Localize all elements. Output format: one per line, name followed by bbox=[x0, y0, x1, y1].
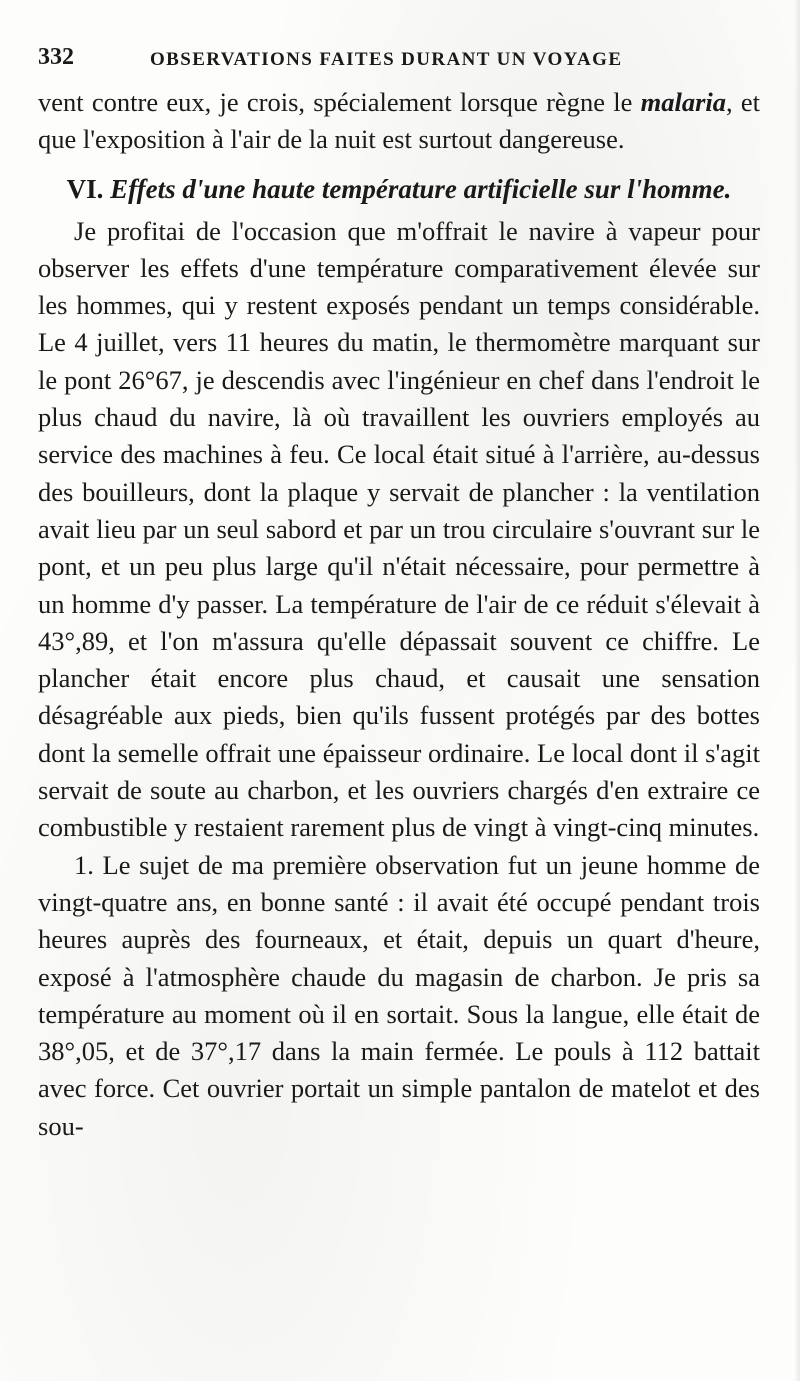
paragraph-steamship-observation: Je profitai de l'occasion que m'offrait le navire à vapeur pour observer les effets d'une température comparativement élevée sur les hommes, qui y restent exposés pendant un temps considérable. Le 4 juillet, vers 11 heures du matin, le thermomètre marquant sur le pont 26°67, je descendis avec l'ingénieur en chef dans l'endroit le plus chaud du navire, là où travaillent les ouvriers employés au service des machines à feu. Ce local était situé à l'arrière, au-dessus des bouilleurs, dont la plaque y servait de plancher : la ventilation avait lieu par un seul sabord et par un trou circulaire s'ouvrant sur le pont, et un peu plus large qu'il n'était nécessaire, pour permettre à un homme d'y passer. La température de l'air de ce réduit s'élevait à 43°,89, et l'on m'assura qu'elle dépassait souvent ce chiffre. Le plancher était encore plus chaud, et causait une sensation désagréable aux pieds, bien qu'ils fussent protégés par des bottes dont la semelle offrait une épaisseur ordinaire. Le local dont il s'agit servait de soute au charbon, et les ouvriers chargés d'en extraire ce combustible y restaient rarement plus de vingt à vingt-cinq minutes. bbox=[38, 215, 760, 843]
opening-text-end: , et que l'exposition à l'air de la nuit est surtout dangereuse. bbox=[38, 87, 761, 155]
section-number: VI. bbox=[66, 173, 104, 204]
paragraph-first-observation: 1. Le sujet de ma première observation fut un jeune homme de vingt-quatre ans, en bonne santé : il avait été occupé pendant trois heures auprès des fourneaux, et était, depuis un quart d'heure, exposé à l'atmosphère chaude du magasin de charbon. Je pris sa température au moment où il en sortait. Sous la langue, elle était de 38°,05, et de 37°,17 dans la main fermée. Le pouls à 112 battait avec force. Cet ouvrier portait un simple pantalon de matelot et des sou- bbox=[38, 849, 760, 1141]
opening-text-start: vent contre eux, je crois, spécialement lorsque règne le bbox=[38, 87, 641, 117]
body-text bbox=[38, 84, 760, 1145]
scan-edge-shadow bbox=[794, 0, 800, 1381]
opening-paragraph bbox=[38, 84, 760, 159]
section-title: Effets d'une haute température artificielle sur l'homme. bbox=[110, 173, 732, 204]
section-heading bbox=[38, 171, 760, 207]
malaria-italic-word: malaria bbox=[640, 87, 726, 117]
running-head: OBSERVATIONS FAITES DURANT UN VOYAGE bbox=[150, 49, 623, 70]
page-number: 332 bbox=[38, 44, 74, 70]
page-header bbox=[38, 44, 758, 78]
